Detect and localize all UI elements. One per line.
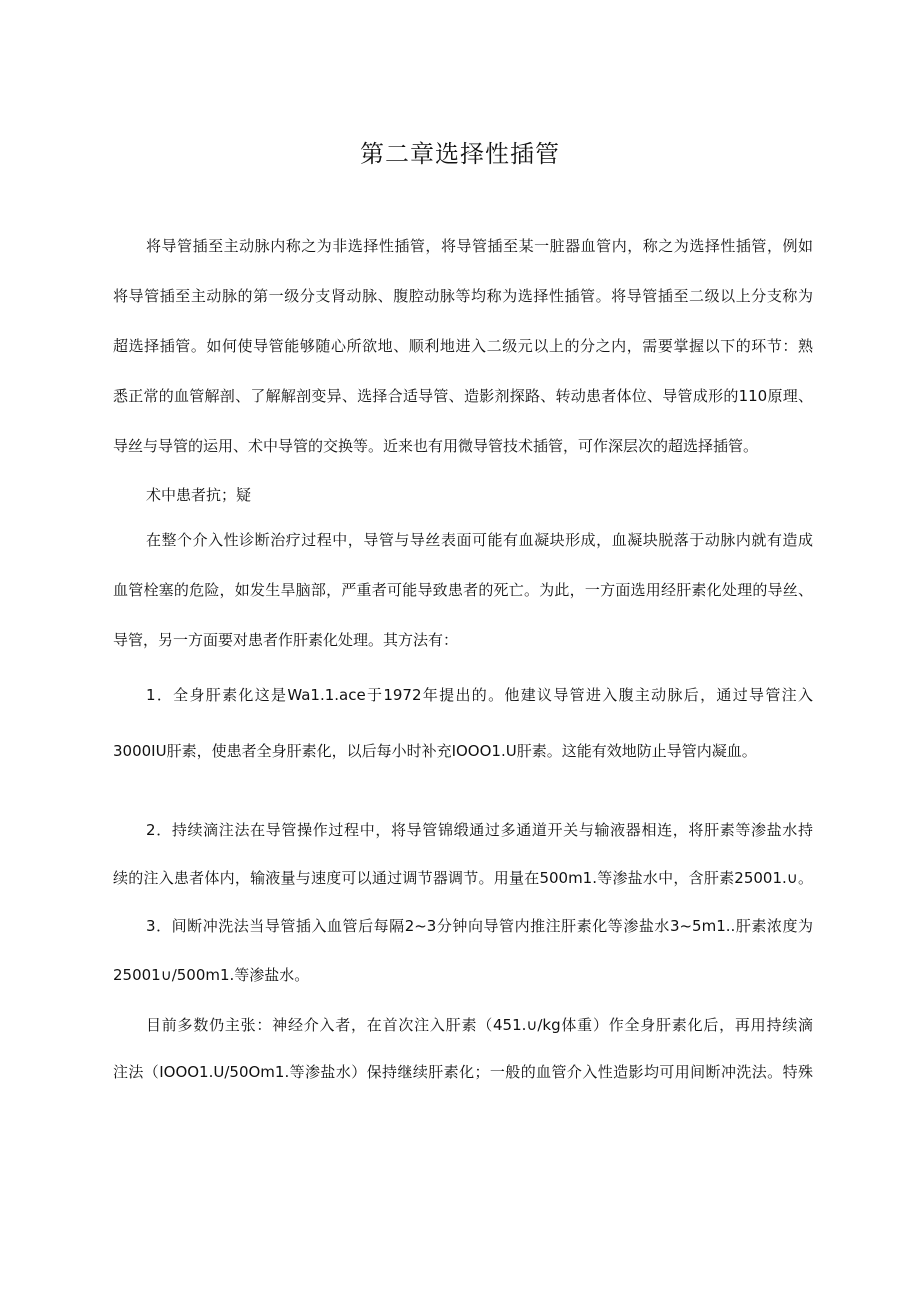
text-line: 将导管插至主动脉内称之为非选择性插管，将导管插至某一脏器血管内，称之为选择性插管，例如 [146,237,813,255]
section-heading: 术中患者抗；疑 [146,486,252,504]
list-item-3: 3．间断冲洗法当导管插入血管后每隔2~3分钟向导管内推注肝素化等渗盐水3~5m1..肝素浓度为 [146,917,813,935]
text-line: 3000IU肝素，使患者全身肝素化，以后每小时补充IOOO1.U肝素。这能有效地防止导管内凝血。 [113,742,757,760]
text-line: 注法（IOOO1.U/50Om1.等渗盐水）保持继续肝素化；一般的血管介入性造影均可用间断冲洗法。特殊 [113,1063,813,1081]
text-line: 血管栓塞的危险，如发生旱脑部，严重者可能导致患者的死亡。为此，一方面选用经肝素化处理的导丝、 [113,581,813,599]
text-line: 在整个介入性诊断治疗过程中，导管与导丝表面可能有血凝块形成，血凝块脱落于动脉内就有造成 [146,531,813,549]
text-line: 悉正常的血管解剖、了解解剖变异、选择合适导管、造影剂探路、转动患者体位、导管成形的110原理、 [113,387,813,405]
chapter-title: 第二章选择性插管 [360,140,560,168]
list-item-2: 2．持续滴注法在导管操作过程中，将导管锦缎通过多通道开关与输液器相连，将肝素等渗盐水持 [146,821,813,839]
text-line: 导管，另一方面要对患者作肝素化处理。其方法有： [113,631,459,649]
text-line: 25001∪∕500m1.等渗盐水。 [113,966,310,984]
list-item-1: 1．全身肝素化这是Wa1.1.ace于1972年提出的。他建议导管进入腹主动脉后，通过导管注入 [146,686,813,704]
text-line: 续的注入患者体内，输液量与速度可以通过调节器调节。用量在500m1.等渗盐水中，含肝素25001.∪。 [113,869,813,887]
text-line: 将导管插至主动脉的第一级分支肾动脉、腹腔动脉等均称为选择性插管。将导管插至二级以上分支称为 [113,287,813,305]
text-line: 超选择插管。如何使导管能够随心所欲地、顺利地进入二级元以上的分之内，需要掌握以下的环节：熟 [113,337,813,355]
text-line: 导丝与导管的运用、术中导管的交换等。近来也有用微导管技术插管，可作深层次的超选择插管。 [113,437,759,455]
text-line: 目前多数仍主张：神经介入者，在首次注入肝素（451.∪∕kg体重）作全身肝素化后，再用持续滴 [146,1016,813,1034]
